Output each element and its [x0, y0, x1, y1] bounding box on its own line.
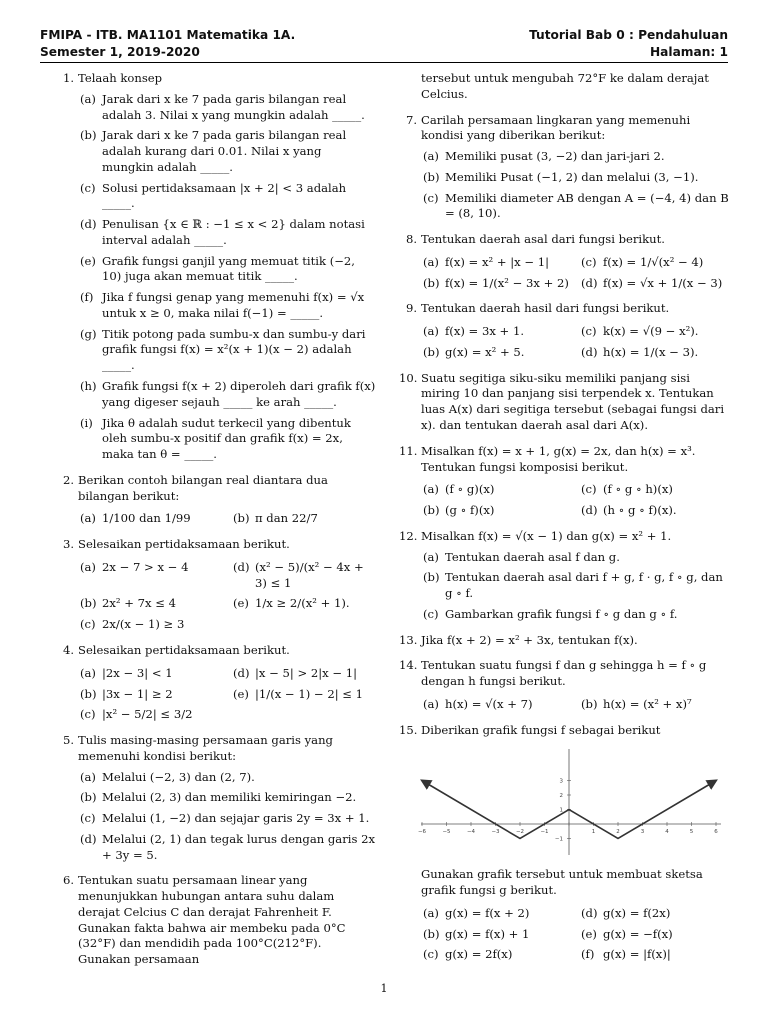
x-tick-label: −4	[466, 828, 476, 835]
sub-item: (c) (f ∘ g ∘ h)(x)	[581, 482, 673, 497]
function-graph-svg	[417, 747, 721, 857]
sub-item: (b) Memiliki Pusat (−1, 2) dan melalui (3, −1).	[423, 169, 699, 184]
left-column	[56, 71, 376, 978]
sub-item: (b) h(x) = (x² + x)⁷	[581, 696, 692, 711]
sub-item: (b) Melalui (2, 3) dan memiliki kemiringan −2.	[80, 790, 357, 805]
sub-item: (h) Grafik fungsi f(x + 2) diperoleh dari grafik f(x) yang digeser sejauh _____ ke arah _____.	[80, 379, 376, 409]
sub-item: (d) Melalui (2, 1) dan tegak lurus dengan garis 2x + 3y = 5.	[80, 831, 376, 862]
header-rule	[40, 62, 728, 63]
question-8: 8. Tentukan daerah asal dari fungsi berikut. (a) f(x) = x² + |x − 1| (c) f(x) = 1/√(x² − 4) (b) f(x) = 1/(x² − 3x + 2) (d) f(x) = √x + 1/(x − 3)	[399, 232, 729, 291]
sub-item: (b) f(x) = 1/(x² − 3x + 2)	[423, 275, 569, 290]
x-tick-label: 5	[689, 828, 694, 835]
sub-item: (c) 2x/(x − 1) ≥ 3	[80, 617, 185, 632]
question-text: Suatu segitiga siku-siku memiliki panjang sisi miring 10 dan panjang sisi terpendek x. Tentukan luas A(x) dari segitiga tersebut (sebagai fungsi dari x). dan tentukan daerah asal dari A(x).	[421, 370, 725, 433]
sub-item: (a) Jarak dari x ke 7 pada garis bilangan real adalah 3. Nilai x yang mungkin adalah _____.	[80, 91, 365, 122]
question-1: 1. Telaah konsep (a) Jarak dari x ke 7 pada garis bilangan real adalah 3. Nilai x yang mungkin adalah _____. (b) Jarak dari x ke 7 pada garis bilangan real adalah kurang dari 0.01. Nilai x yang mungkin adalah _____. (c) Solusi pertidaksamaan |x + 2| < 3 adalah _____. (d) Penulisan {x ∈ ℝ : −1 ≤ x < 2} dalam notasi interval adalah _____. (e) Grafik fungsi ganjil yang memuat titik (−2, 10) juga akan memuat titik _____. (f) Jika f fungsi genap yang memenuhi f(x) = √x untuk x ≥ 0, maka nilai f(−1) = _____. (g) Titik potong pada sumbu-x dan sumbu-y dari grafik fungsi f(x) = x²(x + 1)(x − 2) adalah _____. (h) Grafik fungsi f(x + 2) diperoleh dari grafik f(x) yang digeser sejauh _____ ke arah _____. (i) Jika θ adalah sudut terkecil yang dibentuk oleh sumbu-x positif dan grafik f(x) = 2x, maka tan θ = _____.	[62, 71, 376, 462]
sub-item: (e) |1/(x − 1) − 2| ≤ 1	[233, 686, 364, 701]
question-3: 3. Selesaikan pertidaksamaan berikut. (a) 2x − 7 > x − 4 (d) (x² − 5)/(x² − 4x + 3) ≤ 1 (b) 2x² + 7x ≤ 4 (e) 1/x ≥ 2/(x² + 1). (c) 2x/(x − 1) ≥ 3	[56, 537, 376, 633]
sub-item: (b) g(x) = x² + 5.	[423, 344, 525, 359]
x-tick-label: −1	[540, 828, 549, 835]
question-14: 14. Tentukan suatu fungsi f dan g sehingga h = f ∘ g dengan h fungsi berikut. (a) h(x) = √(x + 7) (b) h(x) = (x² + x)⁷	[399, 658, 729, 712]
tutorial-title: Tutorial Bab 0 : Pendahuluan	[529, 28, 728, 42]
course-title: FMIPA - ITB. MA1101 Matematika 1A.	[40, 28, 296, 42]
question-text: Tentukan suatu persamaan linear yang menunjukkan hubungan antara suhu dalam derajat Celcius C dan derajat Fahrenheit F. Gunakan fakta bahwa air membeku pada 0°C (32°F) dan mendidih pada 100°C(212°F). Gunakan persamaan	[78, 873, 346, 967]
x-tick-label: −3	[491, 828, 500, 835]
question-text: Selesaikan pertidaksamaan berikut.	[78, 642, 290, 657]
sub-item: (f) Jika f fungsi genap yang memenuhi f(x) = √x untuk x ≥ 0, maka nilai f(−1) = _____.	[80, 290, 365, 320]
x-tick-label: −2	[515, 828, 525, 835]
question-text: Selesaikan pertidaksamaan berikut.	[78, 537, 290, 552]
sub-item: (e) Grafik fungsi ganjil yang memuat titik (−2, 10) juga akan memuat titik _____.	[80, 253, 355, 284]
sub-item: (a) g(x) = f(x + 2)	[423, 905, 530, 920]
question-text: Carilah persamaan lingkaran yang memenuhi kondisi yang diberikan berikut:	[421, 112, 691, 143]
sub-item: (c) Gambarkan grafik fungsi f ∘ g dan g ∘ f.	[423, 606, 678, 621]
sub-item: (c) |x² − 5/2| ≤ 3/2	[80, 707, 193, 722]
sub-item: (d) (x² − 5)/(x² − 4x + 3) ≤ 1	[233, 559, 364, 590]
sub-item: (b) Tentukan daerah asal dari f + g, f · g, f ∘ g, dan g ∘ f.	[423, 570, 723, 601]
question-7: 7. Carilah persamaan lingkaran yang memenuhi kondisi yang diberikan berikut: (a) Memiliki pusat (3, −2) dan jari-jari 2. (b) Memiliki Pusat (−1, 2) dan melalui (3, −1). (c) Memiliki diameter AB dengan A = (−4, 4) dan B = (8, 10).	[405, 112, 729, 221]
y-tick-label: 3	[559, 778, 563, 784]
sub-item: (d) Penulisan {x ∈ ℝ : −1 ≤ x < 2} dalam notasi interval adalah _____.	[80, 217, 365, 247]
question-text: Berikan contoh bilangan real diantara dua bilangan berikut:	[78, 472, 328, 503]
sub-item: (b) Jarak dari x ke 7 pada garis bilangan real adalah kurang dari 0.01. Nilai x yang mungkin adalah _____.	[80, 128, 347, 174]
sub-item: (d) g(x) = f(2x)	[581, 905, 671, 920]
sub-item: (d) h(x) = 1/(x − 3).	[581, 344, 699, 359]
question-2: 2. Berikan contoh bilangan real diantara dua bilangan berikut: (a) 1/100 dan 1/99 (b) π dan 22/7	[56, 473, 376, 527]
sub-item: (b) |3x − 1| ≥ 2	[80, 686, 173, 701]
sub-item: (a) Tentukan daerah asal f dan g.	[423, 549, 620, 564]
question-9: 9. Tentukan daerah hasil dari fungsi berikut. (a) f(x) = 3x + 1. (c) k(x) = √(9 − x²). (b) g(x) = x² + 5. (d) h(x) = 1/(x − 3).	[399, 301, 729, 360]
x-tick-label: −6	[417, 828, 427, 835]
sub-item: (c) Solusi pertidaksamaan |x + 2| < 3 adalah _____.	[80, 180, 347, 211]
sub-item: (d) (h ∘ g ∘ f)(x).	[581, 503, 677, 518]
sub-item: (e) g(x) = −f(x)	[581, 926, 673, 941]
sub-item: (b) (g ∘ f)(x)	[423, 503, 495, 518]
sub-item: (d) f(x) = √x + 1/(x − 3)	[581, 275, 723, 290]
question-text: Misalkan f(x) = x + 1, g(x) = 2x, dan h(x) = x³. Tentukan fungsi komposisi berikut.	[421, 443, 696, 474]
question-15: 15. Diberikan grafik fungsi f sebagai berikut −6 −5 −4 −3 −2 −1 1 2 3 4 5 6 −1 1 2 3 Gunakan grafik tersebut untuk membuat sketsa grafik fungsi g berikut. (a) g(x) = f(x + 2) (d) g(x) = f(2x) (b) g(x) = f(x) + 1 (e) g(x) = −f(x) (c) g(x) = 2f(x) (f) g(x) = |f(x)|	[399, 723, 729, 963]
sub-item: (g) Titik potong pada sumbu-x dan sumbu-y dari grafik fungsi f(x) = x²(x + 1)(x − 2) adalah _____.	[80, 326, 366, 373]
x-tick-label: −5	[442, 828, 451, 835]
sub-item: (c) f(x) = 1/√(x² − 4)	[581, 254, 704, 269]
sub-item: (c) Memiliki diameter AB dengan A = (−4, 4) dan B = (8, 10).	[423, 190, 729, 221]
sub-item: (f) g(x) = |f(x)|	[581, 947, 671, 962]
question-10: 10. Suatu segitiga siku-siku memiliki panjang sisi miring 10 dan panjang sisi terpendek x. Tentukan luas A(x) dari segitiga tersebut (sebagai fungsi dari x). dan tentukan daerah asal dari A(x).	[399, 371, 729, 434]
question-4: 4. Selesaikan pertidaksamaan berikut. (a) |2x − 3| < 1 (d) |x − 5| > 2|x − 1| (b) |3x − 1| ≥ 2 (e) |1/(x − 1) − 2| ≤ 1 (c) |x² − 5/2| ≤ 3/2	[56, 643, 376, 723]
sub-item: (a) Melalui (−2, 3) dan (2, 7).	[80, 769, 255, 784]
function-graph	[417, 747, 729, 862]
question-text: Misalkan f(x) = √(x − 1) dan g(x) = x² + 1.	[421, 528, 672, 543]
y-tick-label: 1	[559, 807, 563, 813]
page-label: Halaman: 1	[649, 45, 728, 60]
semester-label: Semester 1, 2019-2020	[40, 45, 200, 60]
sub-item: (c) k(x) = √(9 − x²).	[581, 324, 699, 339]
question-13: 13. Jika f(x + 2) = x² + 3x, tentukan f(x).	[399, 633, 729, 649]
sub-item: (c) Melalui (1, −2) dan sejajar garis 2y = 3x + 1.	[80, 811, 370, 826]
question-11: 11. Misalkan f(x) = x + 1, g(x) = 2x, dan h(x) = x³. Tentukan fungsi komposisi berikut. (a) (f ∘ g)(x) (c) (f ∘ g ∘ h)(x) (b) (g ∘ f)(x) (d) (h ∘ g ∘ f)(x).	[399, 444, 729, 519]
y-tick-label: 2	[559, 792, 563, 799]
sub-item: (i) Jika θ adalah sudut terkecil yang dibentuk oleh sumbu-x positif dan grafik f(x) = 2x, maka tan θ = _____.	[80, 415, 351, 462]
x-tick-label: 3	[640, 828, 645, 835]
x-tick-label: 2	[616, 828, 620, 835]
sub-item: (d) |x − 5| > 2|x − 1|	[233, 665, 358, 680]
sub-item: (a) (f ∘ g)(x)	[423, 482, 495, 497]
question-6: 6. Tentukan suatu persamaan linear yang menunjukkan hubungan antara suhu dalam derajat Celcius C dan derajat Fahrenheit F. Gunakan fakta bahwa air membeku pada 0°C (32°F) dan mendidih pada 100°C(212°F). Gunakan persamaan	[56, 873, 376, 968]
question-text: Jika f(x + 2) = x² + 3x, tentukan f(x).	[421, 632, 638, 647]
question-text: Telaah konsep	[78, 71, 163, 85]
question-6-continued: tersebut untuk mengubah 72°F ke dalam derajat Celcius.	[421, 71, 709, 101]
x-tick-label: 4	[665, 828, 669, 835]
sub-item: (e) 1/x ≥ 2/(x² + 1).	[233, 596, 350, 611]
sub-item: (a) f(x) = x² + |x − 1|	[423, 254, 550, 269]
right-column	[399, 71, 729, 973]
page-header	[40, 27, 728, 61]
question-text: Tentukan suatu fungsi f dan g sehingga h = f ∘ g dengan h fungsi berikut.	[421, 658, 707, 689]
x-tick-label: 1	[591, 828, 596, 835]
sub-item: (a) f(x) = 3x + 1.	[423, 324, 525, 339]
sub-item: (b) 2x² + 7x ≤ 4	[80, 596, 177, 611]
question-text-after-graph: Gunakan grafik tersebut untuk membuat sketsa grafik fungsi g berikut.	[421, 867, 703, 898]
y-tick-label: −1	[554, 836, 563, 842]
sub-item: (a) h(x) = √(x + 7)	[423, 696, 533, 711]
question-5: 5. Tulis masing-masing persamaan garis yang memenuhi kondisi berikut: (a) Melalui (−2, 3) dan (2, 7). (b) Melalui (2, 3) dan memiliki kemiringan −2. (c) Melalui (1, −2) dan sejajar garis 2y = 3x + 1. (d) Melalui (2, 1) dan tegak lurus dengan garis 2x + 3y = 5.	[62, 733, 376, 862]
question-12: 12. Misalkan f(x) = √(x − 1) dan g(x) = x² + 1. (a) Tentukan daerah asal f dan g. (b) Tentukan daerah asal dari f + g, f · g, f ∘ g, dan g ∘ f. (c) Gambarkan grafik fungsi f ∘ g dan g ∘ f.	[399, 529, 729, 623]
question-text: Tentukan daerah hasil dari fungsi berikut.	[421, 301, 670, 316]
question-text: Diberikan grafik fungsi f sebagai berikut	[421, 722, 661, 737]
sub-item: (c) g(x) = 2f(x)	[423, 947, 513, 962]
sub-item: (a) 1/100 dan 1/99	[80, 511, 191, 526]
page-number: 1	[380, 982, 388, 995]
sub-item: (a) |2x − 3| < 1	[80, 665, 173, 680]
sub-item: (a) Memiliki pusat (3, −2) dan jari-jari 2.	[423, 149, 665, 164]
x-tick-label: 6	[714, 828, 718, 835]
question-text: Tentukan daerah asal dari fungsi berikut.	[421, 232, 665, 247]
question-text: Tulis masing-masing persamaan garis yang memenuhi kondisi berikut:	[78, 733, 333, 763]
sub-item: (b) π dan 22/7	[233, 511, 318, 526]
sub-item: (a) 2x − 7 > x − 4	[80, 559, 189, 574]
sub-item: (b) g(x) = f(x) + 1	[423, 926, 530, 941]
